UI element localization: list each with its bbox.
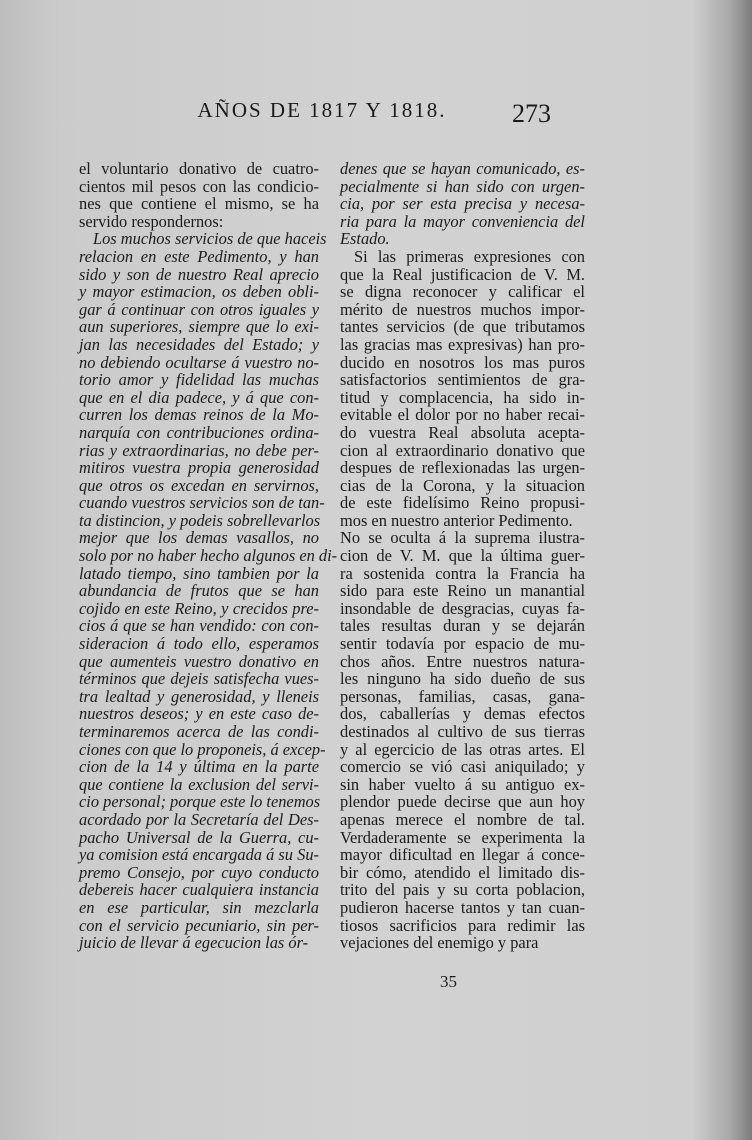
text-line: con el servicio pecuniario, sin per- (79, 915, 319, 935)
text-line: pecialmente si han sido con urgen- (340, 176, 585, 196)
text-line: que contiene la exclusion del servi- (79, 774, 319, 794)
text-line: que aumenteis vuestro donativo en (79, 651, 319, 671)
text-line: premo Consejo, por cuyo conducto (79, 862, 319, 882)
text-line: ra sostenida contra la Francia ha (340, 563, 585, 583)
text-line: sin haber vuelto á su antiguo ex- (340, 774, 585, 794)
text-line: jan las necesidades del Estado; y (79, 334, 319, 354)
text-line: el voluntario donativo de cuatro- (79, 159, 319, 178)
text-line: mejor que los demas vasallos, no (79, 528, 319, 548)
text-line: tra lealtad y generosidad, y lleneis (79, 686, 319, 706)
text-line: abundancia de frutos que se han (79, 581, 319, 601)
paragraph (340, 160, 585, 248)
running-header: AÑOS DE 1817 Y 1818. (197, 98, 447, 122)
paragraph (340, 529, 585, 951)
text-line: no debiendo ocultarse á vuestro no- (79, 352, 319, 372)
text-line: do vuestra Real absoluta acepta- (340, 422, 585, 442)
text-line: insondable de desgracias, cuyas fa- (340, 598, 585, 618)
text-line: dos, caballerías y demas efectos (340, 704, 585, 724)
text-line: mayor dificultad en llegar á conce- (340, 845, 585, 865)
text-line: chos años. Entre nuestros natura- (340, 651, 585, 671)
text-line: cia, por ser esta precisa y necesa- (340, 194, 585, 214)
text-line: sido para este Reino un manantial (340, 581, 585, 601)
text-line: sido y son de nuestro Real aprecio (79, 264, 319, 284)
paragraph (79, 160, 319, 230)
text-line: despues de reflexionadas las urgen- (340, 458, 585, 478)
text-line: satisfactorios sentimientos de gra- (340, 370, 585, 390)
text-line: se digna reconocer y calificar el (340, 282, 585, 302)
text-line: destinados al cultivo de sus tierras (340, 722, 585, 741)
text-line: cientos mil pesos con las condicio- (79, 176, 319, 196)
text-line: trito del pais y su corta poblacion, (340, 880, 585, 900)
text-line: narquía con contribuciones ordina- (79, 422, 319, 442)
text-line: latado tiempo, sino tambien por la (79, 563, 319, 583)
text-line: cojido en este Reino, y crecidos pre- (79, 598, 319, 618)
text-line: de este fidelísimo Reino propusi- (340, 493, 585, 513)
page-number: 273 (512, 99, 551, 128)
text-line: ciones con que lo proponeis, á excep- (79, 739, 326, 759)
text-line: personas, familias, casas, gana- (340, 686, 585, 706)
text-line: bir cómo, atendido el limitado dis- (340, 862, 585, 882)
text-line: evitable el dolor por no haber recai- (340, 405, 585, 425)
text-line: tales resultas duran y se dejarán (340, 616, 585, 636)
text-line: cuando vuestros servicios son de tan- (79, 493, 325, 513)
text-line: tiosos sacrificios para redimir las (340, 915, 585, 935)
text-line: relacion en este Pedimento, y han (79, 246, 319, 266)
text-line: ta distincion, y podeis sobrellevarlos (79, 510, 321, 530)
text-line: Estado. (340, 229, 390, 249)
text-line: sideracion á todo ello, esperamos (79, 634, 319, 654)
text-line: juicio de llevar á egecucion las ór- (79, 933, 309, 953)
text-line: cio personal; porque este lo tenemos (79, 792, 321, 812)
text-line: cion al extraordinario donativo que (340, 440, 585, 460)
text-line: mos en nuestro anterior Pedimento. (340, 510, 573, 530)
text-line: y al egercicio de las otras artes. El (340, 739, 585, 759)
text-line: plendor puede decirse que aun hoy (340, 792, 585, 812)
paragraph (79, 229, 338, 953)
text-line: cion de la 14 y última en la parte (79, 757, 319, 777)
text-line: las gracias mas expresivas) han pro- (340, 334, 585, 354)
text-line: Si las primeras expresiones con (354, 246, 585, 266)
text-line: y mayor estimacion, os deben obli- (79, 282, 319, 302)
text-line: cias de la Corona, y la situacion (340, 475, 585, 495)
text-line: rias y extraordinarias, no debe per- (79, 440, 319, 460)
right-column (340, 160, 585, 952)
text-line: Verdaderamente se experimenta la (340, 827, 585, 847)
text-line: sentir todavía por espacio de mu- (340, 634, 585, 654)
text-line: en ese particular, sin mezclarla (79, 897, 319, 917)
text-line: pudieron hacerse tantos y tan cuan- (340, 897, 585, 917)
text-line: que otros os excedan en servirnos, (79, 475, 319, 495)
text-line: ria para la mayor conveniencia del (340, 211, 585, 231)
text-line: que en el dia padece, y á que con- (79, 387, 319, 407)
text-line: comercio se vió casi aniquilado; y (340, 757, 585, 777)
paragraph (340, 248, 585, 530)
text-line: pacho Universal de la Guerra, cu- (79, 827, 319, 847)
text-line: apenas merece el nombre de tal. (340, 809, 585, 829)
text-line: torio amor y fidelidad las muchas (79, 370, 319, 390)
text-line: términos que dejeis satisfecha vues- (79, 669, 319, 689)
signature-mark: 35 (440, 972, 457, 991)
text-line: mitiros vuestra propia generosidad (79, 458, 319, 478)
text-line: mérito de nuestros muchos impor- (340, 299, 585, 319)
text-line: tantes servicios (de que tributamos (340, 317, 585, 337)
text-line: titud y complacencia, ha sido in- (340, 387, 585, 407)
text-line: curren los demas reinos de la Mo- (79, 405, 319, 425)
left-column (79, 159, 338, 953)
text-line: debereis hacer cualquiera instancia (79, 880, 319, 900)
text-line: acordado por la Secretaría del Des- (79, 809, 319, 829)
text-line: solo por no haber hecho algunos en di- (79, 546, 338, 566)
text-line: ya comision está encargada á su Su- (79, 845, 319, 865)
text-line: vejaciones del enemigo y para (340, 933, 539, 953)
text-line: denes que se hayan comunicado, es- (340, 159, 585, 178)
text-line: nuestros deseos; y en este caso de- (79, 704, 319, 724)
text-line: nes que contiene el mismo, se ha (79, 194, 319, 214)
text-line: aun superiores, siempre que lo exi- (79, 317, 319, 337)
text-line: cios á que se han vendido: con con- (79, 616, 319, 636)
text-line: que la Real justificacion de V. M. (340, 264, 585, 284)
text-line: servido respondernos: (79, 211, 224, 231)
text-line: gar á continuar con otros iguales y (79, 299, 319, 319)
text-line: ducido en nosotros los mas puros (340, 352, 585, 372)
text-line: cion de V. M. que la última guer- (340, 546, 585, 566)
text-line: terminaremos acerca de las condi- (79, 722, 319, 741)
text-line: No se oculta á la suprema ilustra- (340, 528, 585, 548)
text-line: Los muchos servicios de que haceis (93, 229, 327, 249)
text-line: les ninguno ha sido dueño de sus (340, 669, 585, 689)
